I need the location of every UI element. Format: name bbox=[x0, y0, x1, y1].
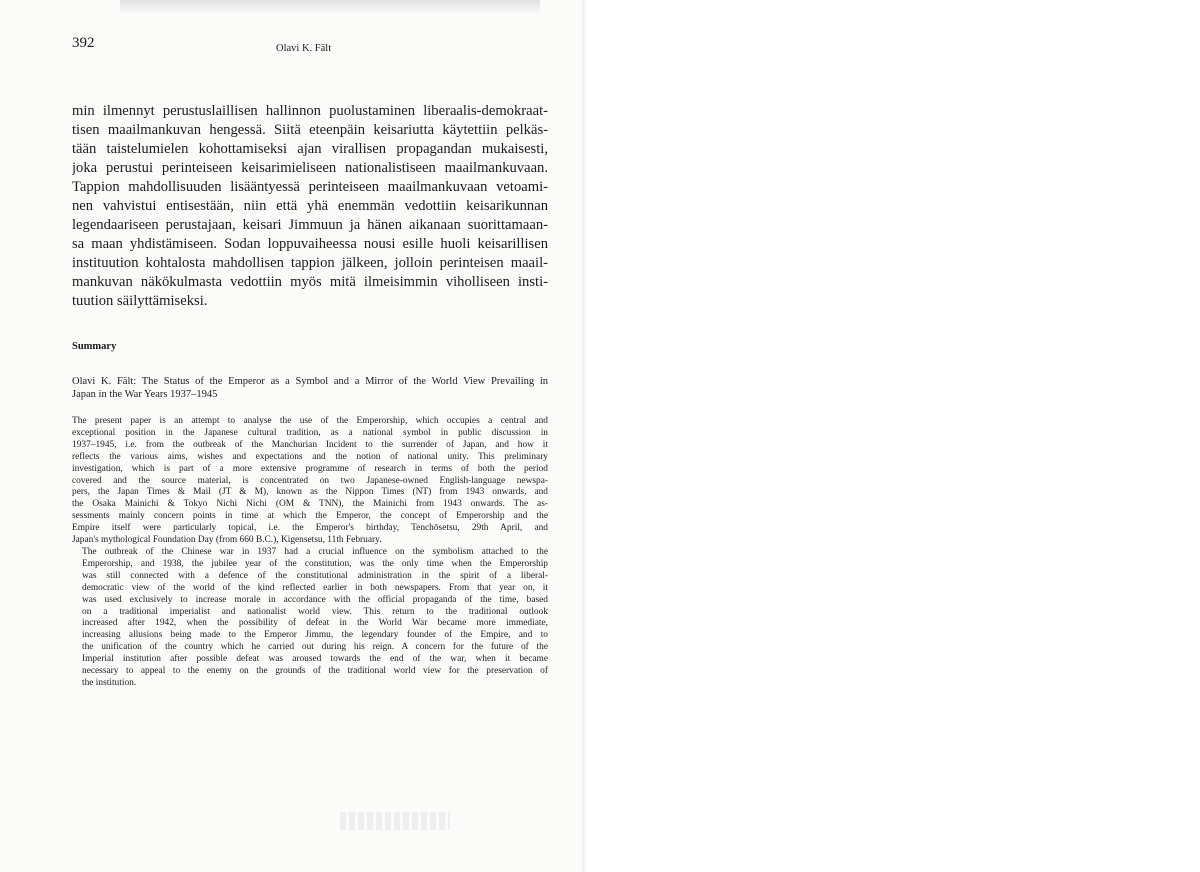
summary-paragraph-1 bbox=[72, 416, 548, 547]
text-line: was used exclusively to increase morale in accordance with the official propaganda of the time, based bbox=[82, 594, 548, 605]
summary-body bbox=[72, 416, 548, 690]
text-line: necessary to appeal to the enemy on the grounds of the traditional world view for the preservation of bbox=[82, 666, 548, 677]
text-line: legendaariseen perustajaan, keisari Jimmuun ja hänen aikanaan suorittamaan- bbox=[72, 217, 548, 233]
text-line: investigation, which is part of a more extensive programme of research in terms of both the period bbox=[72, 463, 548, 474]
text-line: increased after 1942, when the possibility of defeat in the World War became more immediate, bbox=[82, 618, 548, 629]
text-line: nen vahvistui entisestään, niin että yhä enemmän vedottiin keisarikunnan bbox=[72, 198, 548, 214]
text-line: Empire itself were particularly topical, i.e. the Emperor's birthday, Tenchōsetsu, 29th April, and bbox=[72, 523, 548, 534]
summary-paragraph-2 bbox=[72, 547, 548, 690]
title-line: Japan in the War Years 1937–1945 bbox=[72, 389, 218, 400]
text-line: increasing allusions being made to the Emperor Jimmu, the legendary founder of the Empire, and to bbox=[82, 630, 548, 641]
text-line: democratic view of the world of the kind reflected earlier in both newspapers. From that year on, it bbox=[82, 582, 548, 593]
text-line: 1937–1945, i.e. from the outbreak of the Manchurian Incident to the surrender of Japan, and how it bbox=[72, 439, 548, 450]
scanned-page bbox=[0, 0, 586, 872]
finnish-paragraph bbox=[72, 102, 548, 311]
text-line: instituution kohtalosta mahdollisen tappion jälkeen, jolloin perinteisen maail- bbox=[72, 255, 548, 271]
text-line: covered and the source material, is concentrated on two Japanese-owned English-language newspa- bbox=[72, 475, 548, 486]
page-edge bbox=[582, 0, 586, 872]
text-line: exceptional position in the Japanese cultural tradition, as a national symbol in public discussion in bbox=[72, 427, 548, 438]
text-line: on a traditional imperialist and nationalist world view. This return to the traditional outlook bbox=[82, 606, 548, 617]
text-line: Imperial institution after possible defeat was aroused towards the end of the war, when it became bbox=[82, 654, 548, 665]
scan-shadow bbox=[120, 0, 540, 14]
title-line: Olavi K. Fält: The Status of the Emperor as a Symbol and a Mirror of the World View Prevailing in bbox=[72, 376, 548, 387]
running-head: Olavi K. Fält bbox=[276, 43, 332, 54]
text-line: min ilmennyt perustuslaillisen hallinnon puolustaminen liberaalis-demokraat- bbox=[72, 103, 548, 119]
text-line: was still connected with a defence of the constitutional administration in the spirit of a liberal- bbox=[82, 570, 548, 581]
text-line: tisen maailmankuvan hengessä. Siitä eteenpäin keisariutta käytettiin pelkäs- bbox=[72, 122, 548, 138]
summary-heading: Summary bbox=[72, 341, 117, 352]
text-line: the institution. bbox=[82, 677, 137, 688]
text-line: tuution säilyttämiseksi. bbox=[72, 293, 208, 309]
text-line: the Osaka Mainichi & Tokyo Nichi Nichi (OM & TNN), the Mainichi from 1943 onwards. The as- bbox=[72, 499, 548, 510]
text-line: sa maan yhdistämiseen. Sodan loppuvaiheessa nousi esille huoli keisarillisen bbox=[72, 236, 548, 252]
text-line: reflects the various aims, wishes and expectations and the notion of national unity. This preliminary bbox=[72, 451, 548, 462]
show-through-text bbox=[340, 812, 450, 830]
text-line: the unification of the country which he carried out during his reign. A concern for the future of the bbox=[82, 642, 548, 653]
text-line: The outbreak of the Chinese war in 1937 had a crucial influence on the symbolism attached to the bbox=[82, 546, 548, 557]
summary-title bbox=[72, 375, 548, 401]
text-line: The present paper is an attempt to analyse the use of the Emperorship, which occupies a central and bbox=[72, 416, 548, 426]
text-line: mankuvan näkökulmasta vedottiin myös mitä ilmeisimmin viholliseen insti- bbox=[72, 274, 548, 290]
text-line: Japan's mythological Foundation Day (from 660 B.C.), Kigensetsu, 11th February. bbox=[72, 535, 382, 546]
text-line: joka perustui perinteiseen keisarimieliseen nationalistiseen maailmankuvaan. bbox=[72, 160, 548, 176]
text-line: Tappion mahdollisuuden lisääntyessä perinteiseen maailmankuvaan vetoami- bbox=[72, 179, 548, 195]
page-number: 392 bbox=[72, 35, 95, 51]
text-line: sessments mainly concern points in time at which the Emperor, the concept of Emperorship and the bbox=[72, 511, 548, 522]
text-line: tään taistelumielen kohottamiseksi ajan virallisen propagandan mukaisesti, bbox=[72, 141, 548, 157]
text-line: pers, the Japan Times & Mail (JT & M), known as the Nippon Times (NT) from 1943 onwards, and bbox=[72, 487, 548, 498]
text-line: Emperorship, and 1938, the jubilee year of the constitution, was the only time when the Emperorship bbox=[82, 558, 548, 569]
